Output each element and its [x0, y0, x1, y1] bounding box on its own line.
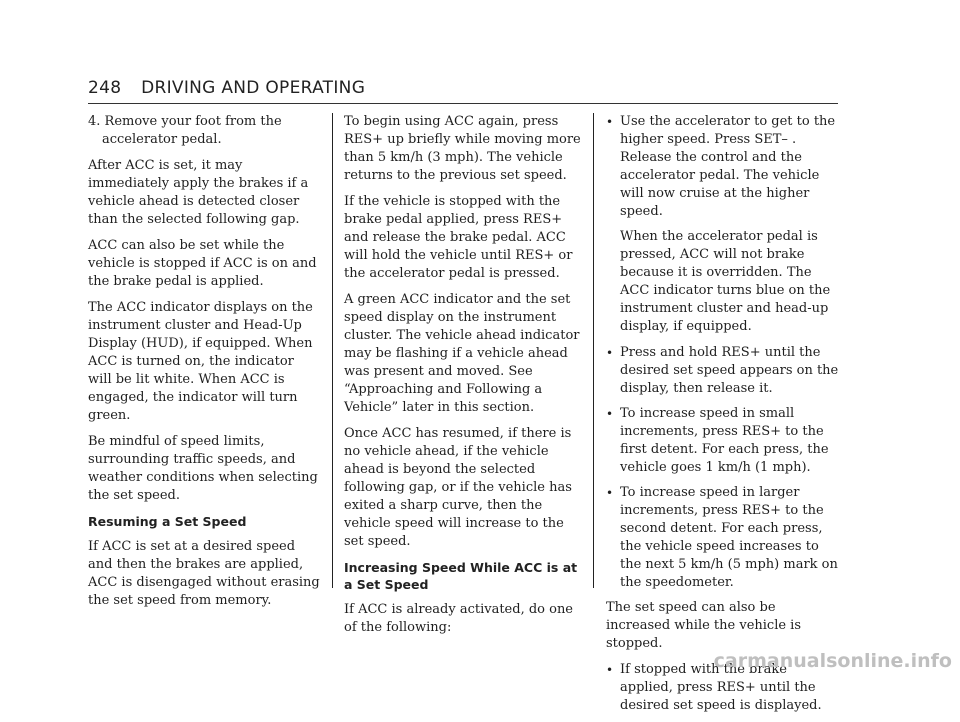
column-2	[344, 113, 584, 645]
column-1	[88, 113, 320, 618]
paragraph: If ACC is already activated, do one of the following:	[344, 602, 574, 635]
paragraph: ACC can also be set while the vehicle is stopped if ACC is on and the brake pedal is applied.	[88, 238, 317, 289]
page-header	[88, 78, 365, 98]
list-item-text: To increase speed in larger increments, press RES+ to the second detent. For each press, the vehicle speed increases to the next 5 km/h (5 mph) mark on the speedometer.	[620, 485, 838, 590]
column-3	[606, 113, 842, 722]
section-title: DRIVING AND OPERATING	[141, 78, 366, 98]
list-item-text: To increase speed in small increments, press RES+ to the first detent. For each press, the vehicle goes 1 km/h (1 mph).	[620, 406, 829, 475]
list-item	[606, 344, 842, 398]
list-item-text: Use the accelerator to get to the higher speed. Press SET– . Release the control and the accelerator pedal. The vehicle will now cruise at the higher speed.	[620, 114, 836, 219]
list-item-text: Press and hold RES+ until the desired set speed appears on the display, then release it.	[620, 345, 839, 396]
paragraph: Once ACC has resumed, if there is no vehicle ahead, if the vehicle ahead is beyond the selected following gap, or if the vehicle has exited a sharp curve, then the vehicle speed will increase to the set speed.	[344, 426, 572, 549]
bullet-icon: •	[606, 346, 614, 360]
paragraph: To begin using ACC again, press RES+ up briefly while moving more than 5 km/h (3 mph). The vehicle returns to the previous set speed.	[344, 114, 581, 183]
list-item	[606, 113, 842, 221]
paragraph: The set speed can also be increased while the vehicle is stopped.	[606, 600, 802, 651]
paragraph: After ACC is set, it may immediately apply the brakes if a vehicle ahead is detected closer than the selected following gap.	[88, 158, 309, 227]
step-number: 4.	[88, 114, 101, 129]
paragraph: A green ACC indicator and the set speed display on the instrument cluster. The vehicle ahead indicator may be flashing if a vehicle ahead was present and moved. See “Approaching and Following a Vehicle” later in this section.	[344, 292, 580, 415]
bullet-icon: •	[606, 407, 614, 421]
watermark: carmanualsonline.info	[713, 650, 952, 672]
step-text: Remove your foot from the accelerator pedal.	[102, 114, 282, 147]
list-item	[606, 484, 842, 592]
bullet-icon: •	[606, 486, 614, 500]
list-item-text: If stopped with the brake applied, press RES+ until the desired set speed is displayed.	[620, 662, 822, 713]
list-item	[606, 405, 842, 477]
paragraph: If the vehicle is stopped with the brake pedal applied, press RES+ and release the brake pedal. ACC will hold the vehicle until RES+ or the accelerator pedal is pressed.	[344, 194, 573, 281]
paragraph: Be mindful of speed limits, surrounding traffic speeds, and weather conditions when selecting the set speed.	[88, 434, 318, 503]
bullet-icon: •	[606, 663, 614, 677]
header-rule	[88, 103, 838, 104]
paragraph: If ACC is set at a desired speed and then the brakes are applied, ACC is disengaged without erasing the set speed from memory.	[88, 539, 320, 608]
page-number: 248	[88, 78, 122, 98]
step-4	[88, 113, 320, 149]
section-heading: Resuming a Set Speed	[88, 514, 247, 529]
section-heading: Increasing Speed While ACC is at a Set Speed	[344, 560, 578, 592]
list-item-detail: When the accelerator pedal is pressed, ACC will not brake because it is overridden. The ACC indicator turns blue on the instrument cluster and head-up display, if equipped.	[620, 229, 831, 334]
bullet-icon: •	[606, 115, 614, 129]
paragraph: The ACC indicator displays on the instrument cluster and Head-Up Display (HUD), if equipped. When ACC is turned on, the indicator will be lit white. When ACC is engaged, the indicator will turn green.	[88, 300, 313, 423]
column-divider	[332, 113, 333, 588]
column-divider	[593, 113, 594, 588]
